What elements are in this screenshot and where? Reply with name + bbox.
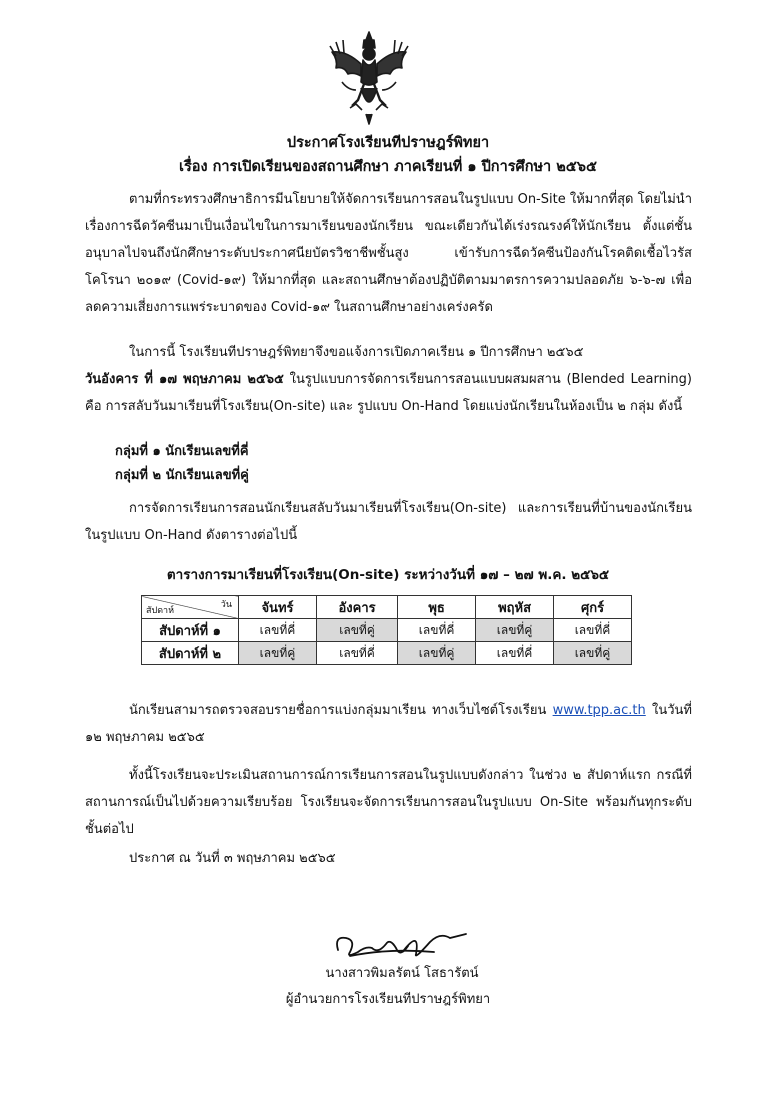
schedule-title: ตารางการมาเรียนที่โรงเรียน(On-site) ระหว่างวันที่ ๑๗ – ๒๗ พ.ค. ๒๕๖๕ [166, 567, 610, 583]
paragraph-website [85, 697, 692, 751]
day-header: พุธ [398, 596, 476, 619]
website-text: นักเรียนสามารถตรวจสอบรายชื่อการแบ่งกลุ่มมาเรียน ทางเว็บไซต์โรงเรียน [129, 703, 553, 718]
announcement-title: ประกาศโรงเรียนทีปราษฎร์พิทยา [286, 135, 490, 151]
garuda-emblem-icon [328, 30, 410, 126]
group-1-label: กลุ่มที่ ๑ นักเรียนเลขที่คี่ [115, 444, 249, 459]
table-row [142, 642, 632, 665]
schedule-cell: เลขที่คี่ [554, 619, 632, 642]
schedule-cell: เลขที่คู่ [398, 642, 476, 665]
schedule-cell: เลขที่คู่ [239, 642, 317, 665]
paragraph-opening [85, 339, 692, 420]
student-groups [115, 440, 249, 488]
opening-intro: ในการนี้ โรงเรียนทีปราษฎร์พิทยาจึงขอแจ้งการเปิดภาคเรียน ๑ ปีการศึกษา ๒๕๖๕ [129, 345, 584, 360]
schedule-cell: เลขที่คี่ [398, 619, 476, 642]
opening-date: วันอังคาร ที่ ๑๗ พฤษภาคม ๒๕๖๕ [85, 372, 284, 387]
schedule-cell: เลขที่คู่ [554, 642, 632, 665]
school-website-link[interactable]: www.tpp.ac.th [552, 703, 646, 718]
announcement-date: ประกาศ ณ วันที่ ๓ พฤษภาคม ๒๕๖๕ [129, 851, 336, 866]
table-row [142, 619, 632, 642]
announcement-subject: เรื่อง การเปิดเรียนของสถานศึกษา ภาคเรียนที่ ๑ ปีการศึกษา ๒๕๖๕ [179, 159, 597, 175]
signatory-position: ผู้อำนวยการโรงเรียนทีปราษฎร์พิทยา [285, 992, 491, 1007]
paragraph-policy: ตามที่กระทรวงศึกษาธิการมีนโยบายให้จัดการเรียนการสอนในรูปแบบ On-Site ให้มากที่สุด โดยไม่นำเรื่องการฉีดวัคซีนมาเป็นเงื่อนไขในการมาเรียนของนักเรียน ขณะเดียวกันได้เร่งรณรงค์ให้นักเรียน ตั้งแต่ชั้นอนุบาลไปจนถึงนักศึกษาระดับประกาศนียบัตรวิชาชีพชั้นสูง เข้ารับการฉีดวัคซีนป้องกันโรคติดเชื้อไวรัสโคโรนา ๒๐๑๙ (Covid-๑๙) ให้มากที่สุด และสถานศึกษาต้องปฏิบัติตามมาตรการความปลอดภัย ๖-๖-๗ เพื่อลดความเสี่ยงการแพร่ระบาดของ Covid-๑๙ ในสถานศึกษาอย่างเคร่งครัด [85, 192, 692, 315]
week-label: สัปดาห์ที่ ๑ [142, 619, 239, 642]
schedule-cell: เลขที่คู่ [476, 619, 554, 642]
handwritten-signature-icon [330, 928, 470, 962]
corner-day-label: วัน [220, 600, 232, 610]
paragraph-evaluation: ทั้งนี้โรงเรียนจะประเมินสถานการณ์การเรียนการสอนในรูปแบบดังกล่าว ในช่วง ๒ สัปดาห์แรก กรณีที่สถานการณ์เป็นไปด้วยความเรียบร้อย โรงเรียนจะจัดการเรียนการสอนในรูปแบบ On-Site พร้อมกันทุกระดับชั้นต่อไป [85, 768, 692, 837]
schedule-table [141, 595, 632, 665]
week-label: สัปดาห์ที่ ๒ [142, 642, 239, 665]
group-2-label: กลุ่มที่ ๒ นักเรียนเลขที่คู่ [115, 468, 249, 483]
signatory-name: นางสาวพิมลรัตน์ โสธารัตน์ [325, 966, 479, 981]
website-date: ในวันที่ ๑๒ พฤษภาคม ๒๕๖๕ [85, 703, 693, 745]
corner-week-label: สัปดาห์ [146, 606, 175, 616]
schedule-cell: เลขที่คี่ [239, 619, 317, 642]
paragraph-schedule-intro: การจัดการเรียนการสอนนักเรียนสลับวันมาเรียนที่โรงเรียน(On-site) และการเรียนที่บ้านของนักเรียน ในรูปแบบ On-Hand ดังตารางต่อไปนี้ [85, 501, 692, 543]
day-header: อังคาร [316, 596, 397, 619]
day-header: พฤหัส [476, 596, 554, 619]
day-header: ศุกร์ [554, 596, 632, 619]
schedule-header-row [142, 596, 632, 619]
schedule-cell: เลขที่คี่ [316, 642, 397, 665]
schedule-cell: เลขที่คู่ [316, 619, 397, 642]
schedule-corner-cell [142, 596, 239, 619]
schedule-cell: เลขที่คี่ [476, 642, 554, 665]
opening-details: ในรูปแบบการจัดการเรียนการสอนแบบผสมผสาน (Blended Learning) คือ การสลับวันมาเรียนที่โรงเรียน(On-site) และ รูปแบบ On-Hand โดยแบ่งนักเรียนในห้องเป็น ๒ กลุ่ม ดังนี้ [85, 372, 692, 414]
day-header: จันทร์ [239, 596, 317, 619]
